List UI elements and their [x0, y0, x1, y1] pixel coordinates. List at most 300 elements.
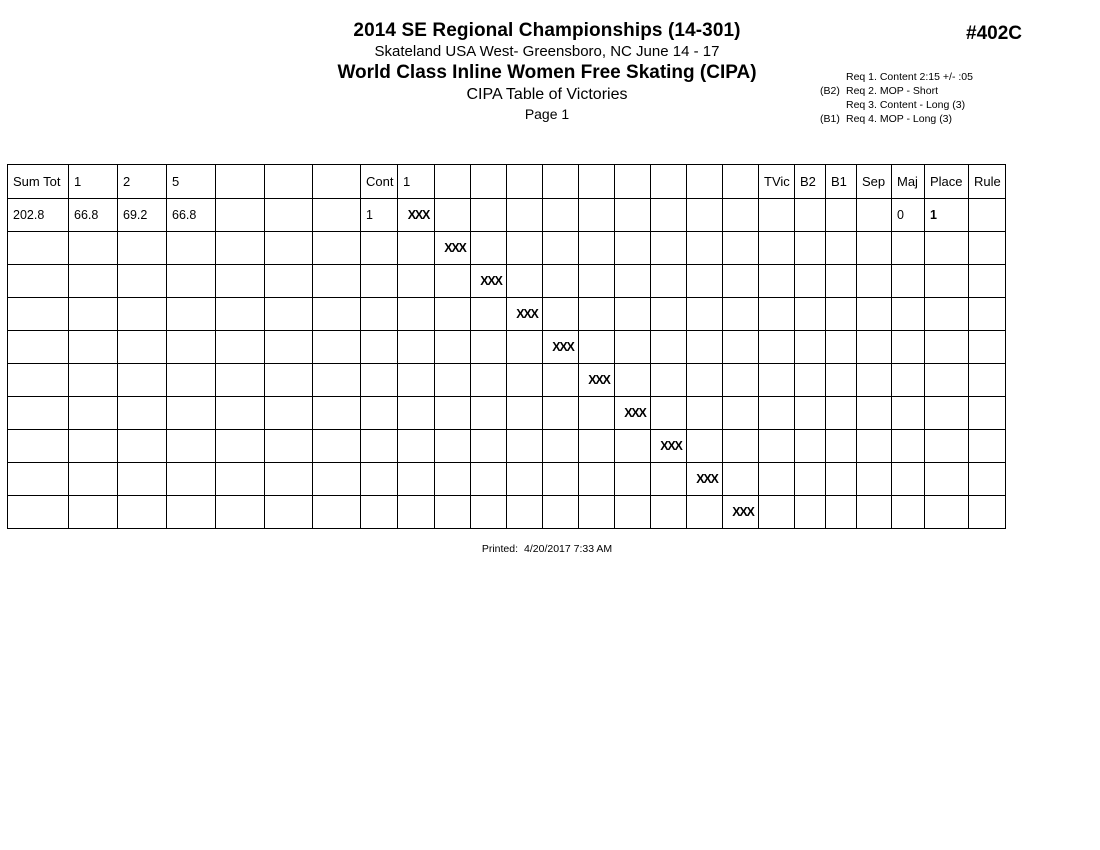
cell-c5: [543, 364, 579, 397]
cell-j2: [118, 232, 167, 265]
cell-b2col: [795, 232, 826, 265]
cell-rule: [969, 298, 1006, 331]
column-header-c1: 1: [398, 165, 435, 199]
cell-j1: 66.8: [69, 199, 118, 232]
cell-c3: [471, 397, 507, 430]
cell-b2: [265, 496, 313, 529]
cell-maj: [892, 265, 925, 298]
cell-b3: [313, 364, 361, 397]
cell-cont: [361, 430, 398, 463]
cell-maj: [892, 397, 925, 430]
victories-grid: [7, 164, 1006, 529]
table-row: [8, 496, 1006, 529]
cell-c7: [615, 232, 651, 265]
cell-b2: [265, 265, 313, 298]
cell-c8: [651, 199, 687, 232]
cell-c7: [615, 463, 651, 496]
printed-value: 4/20/2017 7:33 AM: [524, 543, 613, 555]
cell-c10: [723, 397, 759, 430]
cell-j5: [167, 430, 216, 463]
cell-j1: [69, 397, 118, 430]
cell-c9: XXX: [687, 463, 723, 496]
requirement-row: [820, 70, 973, 84]
cell-c4: [507, 331, 543, 364]
cell-b1: [216, 364, 265, 397]
cell-c10: [723, 430, 759, 463]
column-header-rule: Rule: [969, 165, 1006, 199]
cell-j1: [69, 331, 118, 364]
cell-c9: [687, 430, 723, 463]
cell-c6: [579, 397, 615, 430]
cell-place: [925, 496, 969, 529]
cell-c8: XXX: [651, 430, 687, 463]
cell-sumtot: [8, 496, 69, 529]
cell-c7: [615, 199, 651, 232]
cell-c10: [723, 463, 759, 496]
cell-c1: [398, 331, 435, 364]
cell-c3: [471, 430, 507, 463]
column-header-maj: Maj: [892, 165, 925, 199]
cell-b1col: [826, 397, 857, 430]
column-header-b2col: B2: [795, 165, 826, 199]
cell-b3: [313, 199, 361, 232]
cell-c2: [435, 298, 471, 331]
cell-c1: [398, 496, 435, 529]
cell-c3: [471, 199, 507, 232]
division-title: World Class Inline Women Free Skating (CIPA): [337, 62, 757, 83]
event-number: #402C: [966, 23, 1022, 44]
cell-c8: [651, 397, 687, 430]
cell-c9: [687, 331, 723, 364]
column-header-j1: 1: [69, 165, 118, 199]
cell-b2col: [795, 298, 826, 331]
cell-c5: [543, 265, 579, 298]
table-row: [8, 463, 1006, 496]
cell-maj: [892, 463, 925, 496]
cell-j2: [118, 364, 167, 397]
cell-maj: [892, 430, 925, 463]
cell-tvic: [759, 331, 795, 364]
cell-b1col: [826, 298, 857, 331]
requirement-row: [820, 84, 973, 98]
cell-j5: [167, 364, 216, 397]
column-header-c7: [615, 165, 651, 199]
cell-c2: [435, 463, 471, 496]
requirement-tag: (B1): [820, 113, 840, 125]
cell-c6: [579, 496, 615, 529]
cell-c4: [507, 430, 543, 463]
cell-b1col: [826, 496, 857, 529]
cell-tvic: [759, 397, 795, 430]
cell-sep: [857, 496, 892, 529]
cell-b2col: [795, 463, 826, 496]
cell-b3: [313, 397, 361, 430]
cell-rule: [969, 496, 1006, 529]
cell-b1col: [826, 199, 857, 232]
cell-j1: [69, 364, 118, 397]
cell-c8: [651, 298, 687, 331]
cell-c4: XXX: [507, 298, 543, 331]
cell-b2: [265, 331, 313, 364]
cell-maj: [892, 232, 925, 265]
cell-sumtot: [8, 364, 69, 397]
cell-tvic: [759, 496, 795, 529]
cell-b2col: [795, 496, 826, 529]
cell-sumtot: [8, 463, 69, 496]
cell-sumtot: [8, 232, 69, 265]
cell-c9: [687, 199, 723, 232]
cell-tvic: [759, 265, 795, 298]
cell-c7: [615, 364, 651, 397]
cell-b2: [265, 199, 313, 232]
table-header-row: [8, 165, 1006, 199]
cell-rule: [969, 331, 1006, 364]
cell-sep: [857, 364, 892, 397]
cell-b1: [216, 397, 265, 430]
column-header-c5: [543, 165, 579, 199]
venue-line: Skateland USA West- Greensboro, NC June 14 - 17: [374, 43, 720, 60]
requirement-text: Req 2. MOP - Short: [846, 85, 939, 97]
cell-tvic: [759, 199, 795, 232]
page-indicator: Page 1: [524, 106, 570, 122]
cell-c3: [471, 463, 507, 496]
cell-sumtot: [8, 430, 69, 463]
cell-cont: [361, 331, 398, 364]
cell-b3: [313, 265, 361, 298]
column-header-c10: [723, 165, 759, 199]
cell-rule: [969, 265, 1006, 298]
table-row: [8, 331, 1006, 364]
cell-b1col: [826, 265, 857, 298]
cell-c10: [723, 298, 759, 331]
table-row: [8, 430, 1006, 463]
cell-c1: [398, 265, 435, 298]
cell-c7: [615, 265, 651, 298]
cell-c1: [398, 430, 435, 463]
cell-c4: [507, 496, 543, 529]
printed-footer: [0, 543, 1100, 555]
cell-c7: XXX: [615, 397, 651, 430]
cell-b1col: [826, 463, 857, 496]
cell-j2: [118, 265, 167, 298]
cell-c2: [435, 265, 471, 298]
cell-cont: [361, 397, 398, 430]
cell-b1: [216, 298, 265, 331]
cell-c10: XXX: [723, 496, 759, 529]
cell-j5: [167, 496, 216, 529]
cell-j1: [69, 298, 118, 331]
column-header-b1: [216, 165, 265, 199]
cell-c2: [435, 331, 471, 364]
requirements-block: [820, 70, 973, 126]
cell-c9: [687, 298, 723, 331]
cell-sumtot: [8, 397, 69, 430]
report-title: CIPA Table of Victories: [466, 86, 628, 103]
cell-c4: [507, 463, 543, 496]
cell-c6: [579, 298, 615, 331]
cell-c3: XXX: [471, 265, 507, 298]
requirement-row: [820, 98, 973, 112]
cell-c2: [435, 430, 471, 463]
cell-b3: [313, 331, 361, 364]
cell-c4: [507, 199, 543, 232]
cell-maj: [892, 298, 925, 331]
cell-j2: [118, 298, 167, 331]
cell-c1: [398, 364, 435, 397]
cell-b1col: [826, 331, 857, 364]
cell-rule: [969, 397, 1006, 430]
cell-b2: [265, 364, 313, 397]
cell-b2: [265, 463, 313, 496]
printed-label: Printed:: [481, 543, 519, 555]
cell-j2: 69.2: [118, 199, 167, 232]
column-header-tvic: TVic: [759, 165, 795, 199]
cell-cont: [361, 298, 398, 331]
cell-sep: [857, 430, 892, 463]
cell-c6: [579, 232, 615, 265]
cell-b3: [313, 463, 361, 496]
cell-c5: XXX: [543, 331, 579, 364]
cell-c8: [651, 232, 687, 265]
requirement-row: [820, 112, 973, 126]
cell-c8: [651, 364, 687, 397]
cell-j5: [167, 265, 216, 298]
cell-tvic: [759, 298, 795, 331]
cell-b2col: [795, 265, 826, 298]
cell-j2: [118, 331, 167, 364]
cell-c8: [651, 463, 687, 496]
cell-tvic: [759, 463, 795, 496]
requirement-tag: (B2): [820, 85, 840, 97]
column-header-c8: [651, 165, 687, 199]
cell-b2col: [795, 364, 826, 397]
table-row: [8, 232, 1006, 265]
cell-b1col: [826, 364, 857, 397]
cell-rule: [969, 199, 1006, 232]
cell-b2col: [795, 430, 826, 463]
cell-c3: [471, 232, 507, 265]
cell-place: [925, 265, 969, 298]
cell-place: [925, 463, 969, 496]
cell-place: [925, 298, 969, 331]
cell-sumtot: 202.8: [8, 199, 69, 232]
cell-c4: [507, 232, 543, 265]
cell-b3: [313, 298, 361, 331]
cell-c3: [471, 298, 507, 331]
cell-cont: [361, 463, 398, 496]
cell-sumtot: [8, 331, 69, 364]
cell-maj: [892, 496, 925, 529]
cell-b2: [265, 397, 313, 430]
cell-c3: [471, 364, 507, 397]
cell-c4: [507, 265, 543, 298]
cell-j5: [167, 397, 216, 430]
table-row: [8, 397, 1006, 430]
cell-j1: [69, 430, 118, 463]
cell-c3: [471, 496, 507, 529]
table-row: [8, 364, 1006, 397]
cell-c9: [687, 265, 723, 298]
cell-b2col: [795, 199, 826, 232]
column-header-b1col: B1: [826, 165, 857, 199]
cell-rule: [969, 232, 1006, 265]
cell-c1: [398, 397, 435, 430]
requirement-text: Req 4. MOP - Long (3): [846, 113, 953, 125]
cell-j2: [118, 430, 167, 463]
cell-tvic: [759, 430, 795, 463]
cell-place: [925, 232, 969, 265]
cell-c6: [579, 463, 615, 496]
table-row: [8, 265, 1006, 298]
cell-c7: [615, 430, 651, 463]
cell-b1col: [826, 430, 857, 463]
cell-maj: 0: [892, 199, 925, 232]
cell-b2: [265, 298, 313, 331]
cell-c10: [723, 232, 759, 265]
column-header-b2: [265, 165, 313, 199]
cell-c10: [723, 265, 759, 298]
cell-cont: [361, 364, 398, 397]
cell-c6: [579, 199, 615, 232]
cell-j5: [167, 298, 216, 331]
cell-c2: [435, 496, 471, 529]
cell-sep: [857, 265, 892, 298]
cell-place: [925, 364, 969, 397]
column-header-c3: [471, 165, 507, 199]
cell-b1: [216, 496, 265, 529]
event-title: 2014 SE Regional Championships (14-301): [353, 20, 741, 41]
cell-c9: [687, 496, 723, 529]
column-header-place: Place: [925, 165, 969, 199]
cell-b2: [265, 430, 313, 463]
cell-c7: [615, 331, 651, 364]
cell-j5: 66.8: [167, 199, 216, 232]
cell-maj: [892, 331, 925, 364]
column-header-b3: [313, 165, 361, 199]
cell-c6: XXX: [579, 364, 615, 397]
cell-tvic: [759, 364, 795, 397]
cell-b1col: [826, 232, 857, 265]
table-row: [8, 298, 1006, 331]
cell-sep: [857, 463, 892, 496]
column-header-sep: Sep: [857, 165, 892, 199]
cell-b3: [313, 430, 361, 463]
cell-j1: [69, 265, 118, 298]
cell-c4: [507, 364, 543, 397]
requirement-text: Req 3. Content - Long (3): [846, 99, 966, 111]
cell-b2col: [795, 397, 826, 430]
cell-j1: [69, 496, 118, 529]
cell-c2: [435, 199, 471, 232]
cell-cont: [361, 496, 398, 529]
cell-place: [925, 397, 969, 430]
cell-sep: [857, 298, 892, 331]
cell-rule: [969, 430, 1006, 463]
cell-c5: [543, 463, 579, 496]
cell-c5: [543, 430, 579, 463]
cell-c8: [651, 496, 687, 529]
cell-c2: [435, 397, 471, 430]
cell-place: 1: [925, 199, 969, 232]
cell-c10: [723, 331, 759, 364]
cell-b1: [216, 331, 265, 364]
cell-c7: [615, 298, 651, 331]
table-of-victories: [7, 164, 1006, 529]
cell-b1: [216, 430, 265, 463]
cell-c9: [687, 397, 723, 430]
cell-j5: [167, 463, 216, 496]
cell-c2: [435, 364, 471, 397]
cell-b1: [216, 199, 265, 232]
cell-c1: [398, 463, 435, 496]
cell-sumtot: [8, 265, 69, 298]
cell-j5: [167, 232, 216, 265]
column-header-sumtot: Sum Tot: [8, 165, 69, 199]
cell-b1: [216, 265, 265, 298]
cell-sep: [857, 331, 892, 364]
cell-c6: [579, 331, 615, 364]
cell-c1: XXX: [398, 199, 435, 232]
cell-b3: [313, 496, 361, 529]
cell-b1: [216, 232, 265, 265]
cell-c5: [543, 397, 579, 430]
cell-cont: [361, 232, 398, 265]
table-row: [8, 199, 1006, 232]
cell-c9: [687, 232, 723, 265]
cell-c1: [398, 298, 435, 331]
column-header-c9: [687, 165, 723, 199]
cell-b2: [265, 232, 313, 265]
cell-c5: [543, 496, 579, 529]
requirement-text: Req 1. Content 2:15 +/- :05: [846, 71, 973, 83]
column-header-c4: [507, 165, 543, 199]
cell-c5: [543, 199, 579, 232]
cell-j5: [167, 331, 216, 364]
cell-j2: [118, 463, 167, 496]
cell-rule: [969, 364, 1006, 397]
column-header-j2: 2: [118, 165, 167, 199]
cell-c1: [398, 232, 435, 265]
cell-c3: [471, 331, 507, 364]
column-header-c6: [579, 165, 615, 199]
cell-j2: [118, 397, 167, 430]
column-header-j5: 5: [167, 165, 216, 199]
cell-sep: [857, 232, 892, 265]
cell-c8: [651, 331, 687, 364]
cell-c4: [507, 397, 543, 430]
cell-c5: [543, 232, 579, 265]
cell-tvic: [759, 232, 795, 265]
cell-rule: [969, 463, 1006, 496]
cell-c10: [723, 199, 759, 232]
cell-j1: [69, 463, 118, 496]
cell-sumtot: [8, 298, 69, 331]
column-header-c2: [435, 165, 471, 199]
cell-c6: [579, 265, 615, 298]
cell-c5: [543, 298, 579, 331]
cell-b2col: [795, 331, 826, 364]
cell-place: [925, 331, 969, 364]
cell-sep: [857, 199, 892, 232]
cell-b1: [216, 463, 265, 496]
cell-j2: [118, 496, 167, 529]
cell-cont: 1: [361, 199, 398, 232]
cell-c9: [687, 364, 723, 397]
cell-j1: [69, 232, 118, 265]
cell-c2: XXX: [435, 232, 471, 265]
cell-place: [925, 430, 969, 463]
cell-c6: [579, 430, 615, 463]
